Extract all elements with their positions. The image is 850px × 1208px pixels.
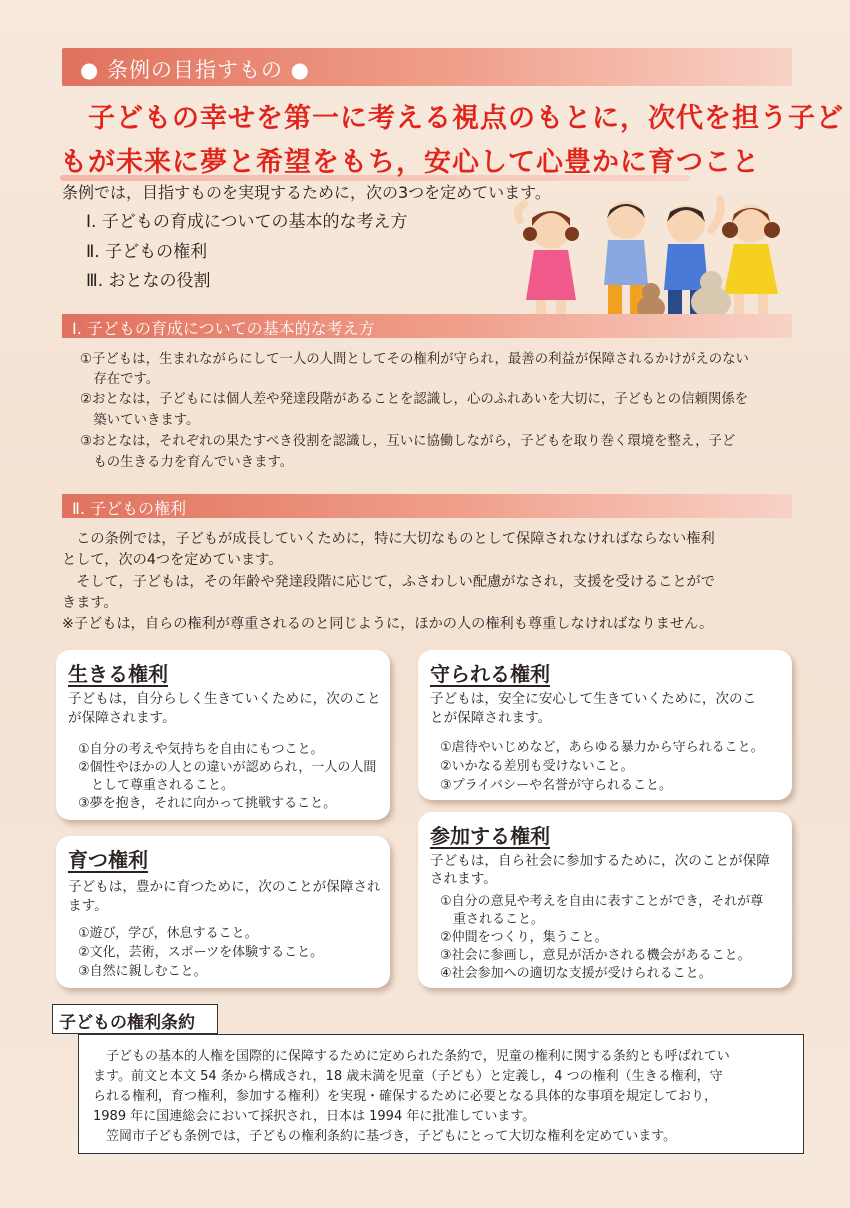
basic-idea-line: ①子どもは，生まれながらにして一人の人間としてその権利が守られ，最善の利益が保障されるかけがえのない [80,352,749,367]
card-title: 育つ権利 [68,848,148,872]
rights-intro-line: きます。 [62,595,118,611]
basic-idea-line: 存在です。 [80,372,160,387]
children-and-pets-illustration [506,190,796,330]
child-2-icon [604,201,648,315]
treaty-line: 子どもの基本的人権を国際的に保障するために定められた条約で，児童の権利に関する条約とも呼ばれてい [93,1049,730,1064]
child-1-icon [518,204,579,322]
treaty-title: 子どもの権利条約 [59,1013,195,1033]
card-item: ③プライバシーや名誉が守られること。 [440,778,673,793]
card-item: ①遊び，学び，休息すること。 [78,926,258,941]
headline-line-1: 子どもの幸せを第一に考える視点のもとに，次代を担う子ど [88,103,844,134]
treaty-line: ます。前文と本文 54 条から構成され，18 歳未満を児童（子ども）と定義し，4 つの権利（生きる権利，守 [93,1069,723,1084]
rights-intro-line: この条例では，子どもが成長していくために，特に大切なものとして保障されなければならない権利 [62,531,715,547]
card-title: 生きる権利 [68,662,168,686]
rights-note: ※子どもは，自らの権利が尊重されるのと同じように，ほかの人の権利も尊重しなければなりません。 [62,616,714,632]
basic-idea-line: ②おとなは，子どもには個人差や発達段階があることを認識し，心のふれあいを大切に，子どもとの信頼関係を [80,392,749,407]
card-item: ③自然に親しむこと。 [78,964,207,979]
card-intro: 子どもは，自ら社会に参加するために，次のことが保障 [430,853,770,869]
card-item: ③夢を抱き，それに向かって挑戦すること。 [78,796,337,811]
treaty-line: 笠岡市子ども条例では，子どもの権利条約に基づき，子どもにとって大切な権利を定めています。 [93,1129,677,1144]
section-basic-ideas-title: Ⅰ. 子どもの育成についての基本的な考え方 [72,319,375,338]
card-intro: 子どもは，豊かに育つために，次のことが保障され [68,879,381,895]
card-intro: 子どもは，自分らしく生きていくために，次のこと [68,691,381,707]
card-intro: が保障されます。 [68,710,176,726]
headline-line-2: もが未来に夢と希望をもち，安心して心豊かに育つこと [60,147,760,178]
card-intro: されます。 [430,871,497,887]
treaty-title-tab [52,1004,218,1034]
intro-point-2: Ⅱ. 子どもの権利 [86,242,208,262]
card-item: ②いかなる差別も受けないこと。 [440,759,634,774]
section-child-rights-title: Ⅱ. 子どもの権利 [72,499,187,518]
card-intro: 子どもは，安全に安心して生きていくために，次のこ [430,691,757,707]
card-title: 守られる権利 [430,662,550,686]
basic-idea-line: ③おとなは，それぞれの果たすべき役割を認識し，互いに協働しながら，子どもを取り巻く環境を整え，子ど [80,434,736,449]
basic-idea-line: 築いていきます。 [80,413,200,428]
rights-intro-line: として，次の4つを定めています。 [62,552,283,568]
section-child-rights-band [62,494,792,518]
card-item: ④社会参加への適切な支援が受けられること。 [440,966,712,981]
rights-intro-line: そして，子どもは，その年齢や発達段階に応じて，ふさわしい配慮がなされ，支援を受けることがで [62,574,715,590]
card-item: ②仲間をつくり，集うこと。 [440,930,608,945]
card-item: ②個性やほかの人との違いが認められ，一人の人間 [78,760,377,775]
card-intro: とが保障されます。 [430,710,552,726]
card-right-to-live [56,650,390,820]
card-right-to-be-protected [418,650,792,800]
intro-point-3: Ⅲ. おとなの役割 [86,271,211,291]
card-item: ①自分の考えや気持ちを自由にもつこと。 [78,742,324,757]
goal-header-band [62,48,792,86]
treaty-line: られる権利，育つ権利，参加する権利）を実現・確保するために必要となる具体的な事項を規定しており， [93,1089,718,1104]
card-item: 重されること。 [440,912,545,927]
card-item: として尊重されること。 [78,778,235,793]
card-title: 参加する権利 [430,824,550,848]
card-intro: ます。 [68,898,108,914]
intro-point-1: Ⅰ. 子どもの育成についての基本的な考え方 [86,212,408,232]
goal-header-label: ● 条例の目指すもの ● [80,58,310,82]
card-item: ③社会に参画し，意見が活かされる機会があること。 [440,948,751,963]
treaty-description-box [78,1034,804,1154]
card-item: ①自分の意見や考えを自由に表すことができ，それが尊 [440,894,764,909]
basic-idea-line: もの生きる力を育んでいきます。 [80,455,294,470]
treaty-line: 1989 年に国連総会において採択され，日本は 1994 年に批准しています。 [93,1109,536,1124]
intro-text: 条例では，目指すものを実現するために，次の3つを定めています。 [62,183,551,202]
card-item: ②文化，芸術，スポーツを体験すること。 [78,945,324,960]
card-right-to-participate [418,812,792,988]
section-basic-ideas-band [62,314,792,338]
card-item: ①虐待やいじめなど，あらゆる暴力から守られること。 [440,740,764,755]
card-right-to-grow [56,836,390,988]
